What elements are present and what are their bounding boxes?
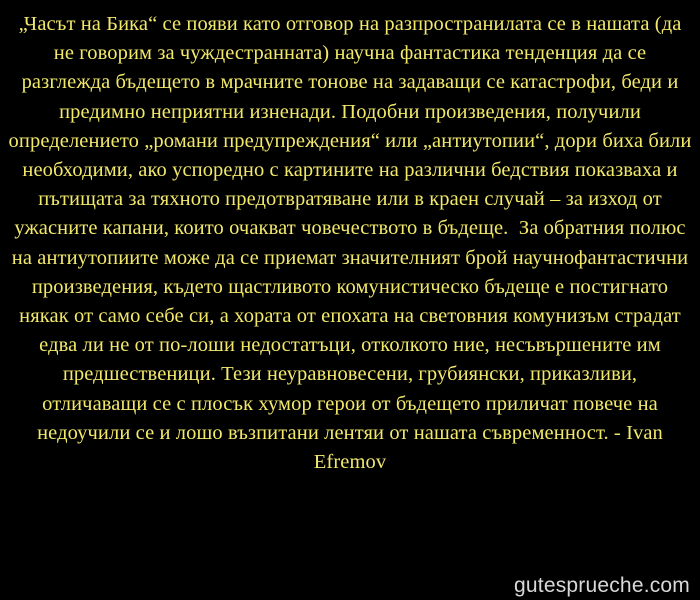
quote-text: „Часът на Бика“ се появи като отговор на разпространилата се в нашата (да не говорим за чуждестранната) научна фантастика тенденция да се разглежда бъдещето в мрачните тонове на задаващи се катастрофи, беди и предимно неприятни изненади. Подобни произведения, получили определението „романи предупреждения“ или „антиутопии“, дори биха били необходими, ако успоредно с картините на различни бедствия показваха и пътищата за тяхното предотвратяване или в краен случай – за изход от ужасните капани, които очакват човечеството в бъдеще. За обратния полюс на антиутопиите може да се приемат значителният брой научнофантастични произведения, където щастливото комунистическо бъдеще е постигнато някак от само себе си, а хората от епохата на световния комунизъм страдат едва ли не от по-лоши недостатъци, отколкото ние, несъвършените им предшественици. Тези неуравновесени, грубиянски, приказливи, отличаващи се с плосък хумор герои от бъдещето приличат повече на недоучили се и лошо възпитани лентяи от нашата съвременност. - Ivan Efremov	[8, 13, 697, 474]
watermark-label: gutesprueche.com	[514, 574, 690, 597]
